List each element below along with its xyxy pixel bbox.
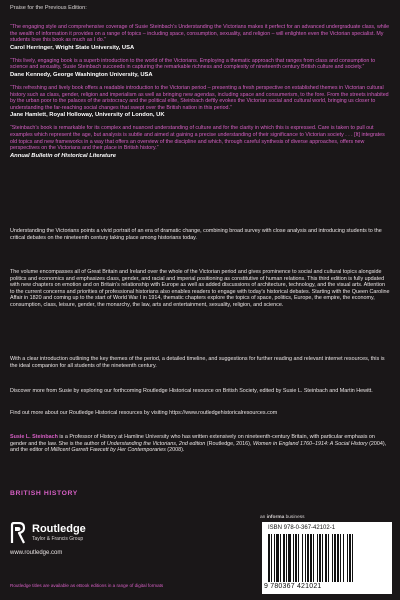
review-item (10, 125, 390, 158)
paragraph-text: Find out more about our Routledge Historical resources by visiting https://www.routledgehistoricalresources.com (10, 410, 278, 416)
review-quote: “The engaging style and comprehensive coverage of Susie Steinbach’s Understanding the Victorians makes it perfect for an advanced undergraduate class, while the wealth of information it provides on a range of topics – including space, consumption, sexuality, and religion – will enlighten even the Victorian specialist. My students love this book as much as I do.” (10, 24, 390, 44)
reviews-list (10, 24, 390, 166)
isbn-number: ISBN 978-0-367-42102-1 (268, 525, 336, 531)
book-title: Millicent Garrett Fawcett by Her Contemporaries (50, 447, 166, 454)
review-quote: “This lively, engaging book is a superb introduction to the world of the Victorians. Employing a thematic approach that ranges from class and consumption to science and sexuality, Susie Steinbach succeeds in capturing the remarkable richness and complexity of nineteenth century British culture and society.” (10, 57, 376, 71)
bio-part: (Routledge, 2016), (205, 440, 253, 447)
informa-prefix: an (260, 515, 267, 520)
review-author: Carol Herringer, Wright State University, USA (10, 44, 135, 51)
review-item (10, 24, 390, 51)
author-bio (10, 434, 390, 454)
review-item (10, 58, 390, 78)
review-quote: “Steinbach’s book is remarkable for its complex and nuanced understanding of culture and for the clarity in which this is expressed. Care is taken to pull out examples which represent the age, but analysis is subtle and aimed at gaining a precise understanding of their significance to Victorian society . . . [It] integrates old topics and new frameworks in a way that offers an overview of the discipline and which, through careful synthesis of diverse approaches, offers new perspectives on the Victorians and their place in British history.” (10, 125, 385, 152)
intro-paragraph (10, 228, 390, 241)
bio-part: (2008). (165, 447, 185, 454)
routledge-logo-icon (10, 522, 27, 544)
book-title: Understanding the Victorians, 2nd edition (106, 440, 206, 447)
series-label: BRITISH HISTORY (10, 490, 78, 497)
bio-text (10, 434, 390, 454)
paragraph-text: With a clear introduction outlining the key themes of the period, a detailed timeline, and suggestions for further reading and relevant internet resources, this is the ideal companion for all students of the nineteenth century. (10, 356, 385, 369)
resources-paragraph (10, 410, 390, 417)
publisher-website: www.routledge.com (10, 550, 63, 556)
barcode-panel (262, 522, 392, 594)
companion-paragraph (10, 356, 390, 369)
publisher-name: Routledge (32, 523, 86, 535)
informa-brand: informa (266, 515, 285, 520)
review-author: Jane Hamlett, Royal Holloway, University of London, UK (10, 112, 165, 119)
paragraph-text: Discover more from Susie by exploring our forthcoming Routledge Historical resource on British Society, edited by Susie L. Steinbach and Martin Hewitt. (10, 388, 373, 394)
ebook-footnote: Routledge titles are available as eBook editions in a range of digital formats (10, 583, 164, 588)
book-title: Women in England 1760–1914: A Social History (252, 440, 368, 447)
review-author: Annual Bulletin of Historical Literature (10, 152, 116, 159)
review-author: Dane Kennedy, George Washington University, USA (10, 71, 153, 78)
paragraph-text: Understanding the Victorians points a vivid portrait of an era of dramatic change, combining broad survey with close analysis and introducing students to the critical debates on the nineteenth century taking place among historians today. (10, 228, 382, 241)
content-paragraph (10, 269, 390, 309)
bio-part: is a Professor of History at Hamline University who has written extensively on nineteenth-century Britain, with particular emphasis on gender and the law. She is the author of (10, 434, 375, 447)
informa-suffix: business (284, 515, 305, 520)
paragraph-text: The volume encompasses all of Great Britain and Ireland over the whole of the Victorian period and gives prominence to social and cultural topics alongside politics and economics and emphasizes class, gender, and racial and imperial positioning as constitutive of human relations. This third edition is fully updated with new chapters on emotion and on Britain’s relationship with Europe as well as added discussions of architecture, technology, and the visual arts. Attention to the current concerns and priorities of professional historians also enables readers to engage with today’s historical debates. Starting with the Queen Caroline Affair in 1820 and coming up to the start of World War I in 1914, thematic chapters explore the topics of space, politics, Europe, the empire, the economy, consumption, class, leisure, gender, the monarchy, the law, arts and entertainment, sexuality, religion, and science. (10, 269, 390, 308)
author-name: Susie L. Steinbach (10, 434, 58, 440)
review-item (10, 85, 390, 118)
review-quote: “This refreshing and lively book offers a readable introduction to the Victorian period – presenting a fresh perspective on established themes in Victorian cultural history such as class, gender, religion and imperialism as well as bringing new agendas, including space and consumerism, to the fore. From the streets inhabited by the urban poor to the palaces of the aristocracy and the political elite, Steinbach deftly evokes the Victorian social and cultural world, bringing us closer to understanding the far-reaching social changes that swept over the British nation in this period.” (10, 84, 389, 111)
informa-tagline (260, 515, 305, 520)
barcode-digits: 9 780367 421021 (264, 583, 322, 590)
bio-part: (2004), and the editor of (10, 440, 387, 454)
publisher-logo (10, 522, 130, 544)
publisher-group: Taylor & Francis Group (32, 536, 84, 542)
praise-heading: Praise for the Previous Edition: (10, 5, 87, 11)
barcode-icon (268, 534, 386, 582)
discover-paragraph (10, 388, 390, 395)
